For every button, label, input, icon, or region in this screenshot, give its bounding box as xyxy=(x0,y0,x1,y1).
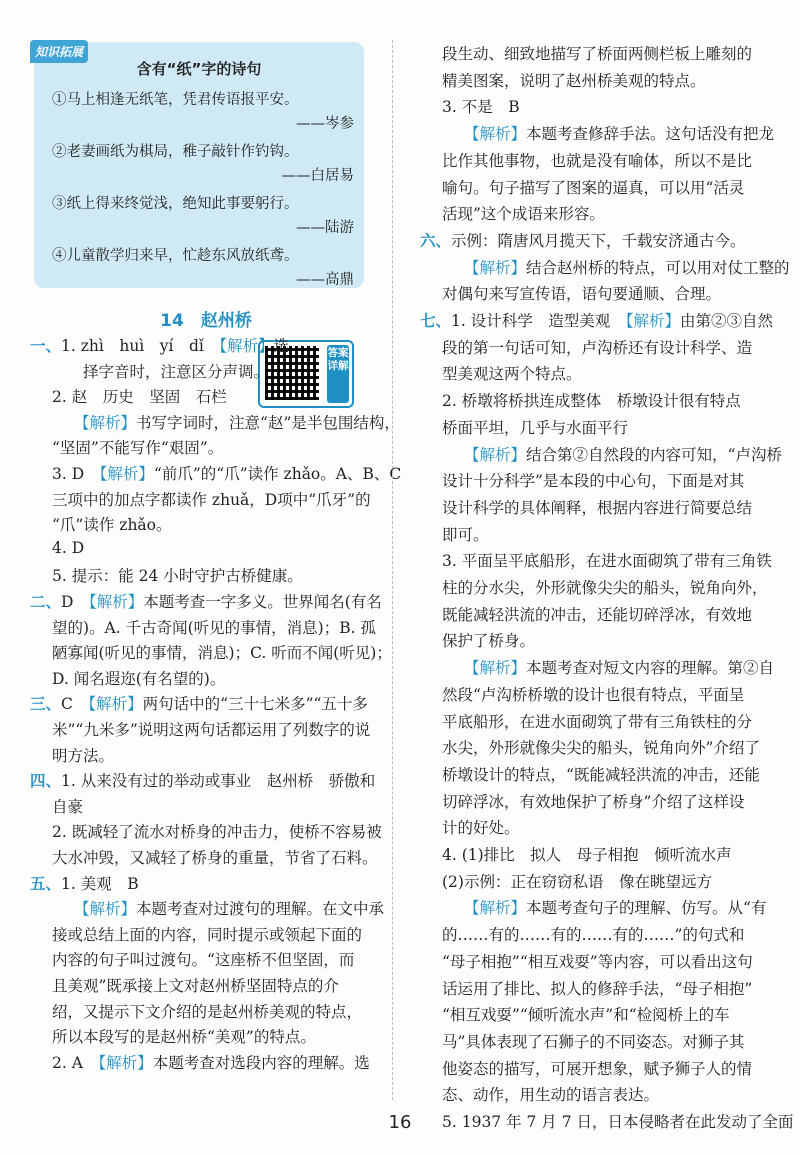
text-line xyxy=(30,564,303,586)
text-line xyxy=(420,923,744,945)
text-line xyxy=(420,1030,744,1052)
text-line xyxy=(420,843,732,865)
line-text: 保护了桥身。 xyxy=(442,632,536,651)
line-text: 比作其他事物，也就是没有喻体，所以不是比 xyxy=(442,151,753,170)
text-line xyxy=(30,334,289,356)
text-line xyxy=(30,795,83,817)
page-number: 16 xyxy=(388,1112,412,1133)
analysis-tag: 【解析】 xyxy=(464,659,527,678)
analysis-tag: 【解析】 xyxy=(88,695,143,714)
text-line xyxy=(30,539,84,557)
line-text: 2. 桥墩将桥拱连成整体 桥墩设计很有特点 xyxy=(442,392,741,411)
line-text: 的……有的……有的……有的……”的句式和 xyxy=(442,926,745,945)
text-line xyxy=(30,462,401,484)
analysis-tag: 【解析】 xyxy=(464,258,527,277)
line-text: “相互戏耍”“倾听流水声”和“检阅桥上的车 xyxy=(442,1006,730,1025)
line-text: 即可。 xyxy=(442,525,489,544)
text-line xyxy=(420,1057,752,1079)
line-text-tail: 本题考查对短文内容的理解。第②自 xyxy=(526,659,775,678)
line-text-tail: “前爪”的“爪”读作 zhǎo。A、B、C xyxy=(153,465,402,483)
text-line xyxy=(30,641,392,663)
line-text xyxy=(420,659,442,677)
section-number: 一、 xyxy=(30,337,62,355)
text-line xyxy=(30,488,371,510)
line-text: 择字音时，注意区分声调。 xyxy=(52,362,270,381)
line-text: 计的好处。 xyxy=(442,819,520,838)
line-text xyxy=(420,899,442,917)
qr-label: 答案详解 xyxy=(327,345,349,403)
text-line xyxy=(30,974,339,996)
text-line xyxy=(420,256,790,278)
line-text: 1. 美观 B xyxy=(61,874,139,893)
line-text: 话运用了排比、拟人的修辞手法，“母子相抱” xyxy=(442,979,753,998)
section-number: 二、 xyxy=(30,593,62,611)
analysis-tag: 【解析】 xyxy=(99,465,154,483)
text-line xyxy=(420,282,721,304)
line-text: 陋寡闻(听见的事情，消息)；C. 听而不闻(听见)； xyxy=(52,644,392,663)
line-text: 4. D xyxy=(52,538,85,557)
line-text: 活现”这个成语来形容。 xyxy=(442,205,605,224)
analysis-tag: 【解析】 xyxy=(625,312,680,330)
line-text: 段生动、细致地描写了桥面两侧栏板上雕刻的 xyxy=(442,45,753,63)
line-text: 绍，又提示下文介绍的是赵州桥美观的特点， xyxy=(52,1002,363,1021)
poem-line: ④儿童散学归来早，忙趁东风放纸鸢。 xyxy=(52,248,299,264)
line-text: 5. 1937 年 7 月 7 日，日本侵略者在此发动了全面 xyxy=(442,1113,794,1131)
knowledge-tag: 知识拓展 xyxy=(30,40,88,63)
text-line xyxy=(420,149,752,171)
line-text: 2. 赵 历史 坚固 石栏 xyxy=(52,388,227,407)
text-line xyxy=(30,820,382,842)
line-text: 米”“九米多”说明这两句话都运用了列数字的说 xyxy=(52,721,371,739)
text-line xyxy=(30,513,172,535)
text-line xyxy=(420,710,752,732)
lesson-title: 14 赵州桥 xyxy=(160,311,252,331)
line-text: 态、动作，用生动的语言表达。 xyxy=(442,1086,660,1105)
line-text: “爪”读作 zhǎo。 xyxy=(52,516,172,535)
line-text: 桥面平坦，几乎与水面平行 xyxy=(442,418,629,437)
text-line xyxy=(420,122,774,144)
line-text: 示例：隋唐风月揽天下，千载安济通古今。 xyxy=(451,231,746,250)
line-text: 桥墩设计的特点，“既能减轻洪流的冲击，还能 xyxy=(442,765,760,784)
text-line xyxy=(420,469,744,491)
text-line xyxy=(30,948,354,970)
poem-author: ——岑参 xyxy=(296,116,354,132)
text-line xyxy=(420,69,706,91)
box-title: 含有“纸”字的诗句 xyxy=(136,60,262,78)
text-line xyxy=(420,1003,730,1025)
text-line xyxy=(30,897,384,919)
text-line xyxy=(420,443,782,465)
line-text-tail: 由第②③自然 xyxy=(680,312,774,330)
text-line xyxy=(420,362,582,384)
text-line xyxy=(30,769,375,791)
text-line xyxy=(420,603,752,625)
line-text: 3. 平面呈平底船形，在进水面砌筑了带有三角铁 xyxy=(442,552,772,571)
text-line xyxy=(420,389,741,411)
line-text: 所以本段写的是赵州桥“美观”的特点。 xyxy=(52,1028,316,1047)
text-line xyxy=(30,1051,370,1073)
line-text: 既能减轻洪流的冲击，还能切碎浮冰，有效地 xyxy=(442,605,753,624)
analysis-tag: 【解析】 xyxy=(219,337,274,355)
line-text: 水尖，外形就像尖尖的船头，锐角向外”介绍了 xyxy=(442,739,760,758)
text-line xyxy=(420,229,746,251)
text-line xyxy=(30,692,368,714)
line-text: 1. zhì huì yí dǐ xyxy=(61,337,220,355)
text-line xyxy=(420,629,535,651)
text-line xyxy=(30,744,114,766)
analysis-tag: 【解析】 xyxy=(98,1053,153,1072)
text-line xyxy=(420,416,628,438)
text-line xyxy=(420,816,520,838)
text-line xyxy=(30,411,400,433)
analysis-tag: 【解析】 xyxy=(88,593,144,611)
section-number: 六、 xyxy=(420,231,452,250)
line-text: 对偶句来写宣传语，语句要通顺、合理。 xyxy=(442,285,722,304)
line-text: 3. 不是 B xyxy=(442,98,520,117)
text-line xyxy=(420,656,774,678)
line-text-tail: 两句话中的“三十七米多”“五十多 xyxy=(142,695,368,714)
line-text xyxy=(30,414,52,432)
text-line xyxy=(30,436,223,458)
knowledge-extension-box xyxy=(34,42,364,288)
line-text: 他姿态的描写，可展开想象，赋予狮子人的情 xyxy=(442,1059,753,1078)
text-line xyxy=(420,95,520,117)
line-text: 设计科学的具体阐释，根据内容进行简要总结 xyxy=(442,498,753,517)
text-line xyxy=(420,896,766,918)
text-line xyxy=(30,667,225,689)
poem-author: ——白居易 xyxy=(281,168,354,184)
section-number: 五、 xyxy=(30,874,62,893)
text-line xyxy=(30,846,378,868)
line-text: 设计十分科学”是本段的中心句，下面是对其 xyxy=(442,472,745,491)
text-line xyxy=(420,42,752,64)
analysis-tag: 【解析】 xyxy=(464,125,527,144)
analysis-tag: 【解析】 xyxy=(464,899,527,918)
line-text: D. 闻名遐迩(有名望的)。 xyxy=(52,669,226,688)
line-text xyxy=(30,900,52,918)
text-line xyxy=(30,718,370,740)
text-line xyxy=(420,523,489,545)
text-line xyxy=(420,870,712,892)
line-text-tail: 本题考查一字多义。世界闻名(有名 xyxy=(143,593,382,611)
poem-author: ——陆游 xyxy=(296,220,354,236)
line-text: 马”具体表现了石狮子的不同姿态。对狮子其 xyxy=(442,1032,745,1051)
line-text: 接或总结上面的内容，同时提示或领起下面的 xyxy=(52,925,363,944)
line-text: 喻句。句子描写了图案的逼真，可以用“活灵 xyxy=(442,178,745,197)
text-line xyxy=(420,576,768,598)
line-text: “坚固”不能写作“艰固”。 xyxy=(52,439,224,458)
text-line xyxy=(420,736,760,758)
text-line xyxy=(420,336,752,358)
line-text: “母子相抱”“相互戏耍”等内容，可以看出这句 xyxy=(442,952,753,971)
poem-line: ②老妻画纸为棋局，稚子敲针作钓钩。 xyxy=(52,144,299,160)
line-text-tail: 本题考查对选段内容的理解。选 xyxy=(152,1053,370,1072)
line-text: 1. 设计科学 造型美观 xyxy=(451,312,626,330)
line-text: 2. A xyxy=(52,1053,99,1072)
section-number: 七、 xyxy=(420,312,452,330)
line-text: 自豪 xyxy=(52,797,84,816)
text-line xyxy=(30,616,376,638)
line-text: 4. (1)排比 拟人 母子相抱 倾听流水声 xyxy=(442,846,732,864)
text-line xyxy=(30,923,362,945)
line-text-tail: 本题考查句子的理解、仿写。从“有 xyxy=(526,899,767,918)
line-text-tail: 本题考查修辞手法。这句话没有把龙 xyxy=(526,125,775,144)
section-number: 三、 xyxy=(30,695,62,714)
section-number: 四、 xyxy=(30,772,62,791)
text-line xyxy=(30,590,382,612)
line-text: 平底船形，在进水面砌筑了带有三角铁柱的分 xyxy=(442,712,753,731)
line-text xyxy=(420,125,442,143)
line-text: 柱的分水尖，外形就像尖尖的船头，锐角向外， xyxy=(442,579,768,597)
text-line xyxy=(420,202,605,224)
line-text: 型美观这两个特点。 xyxy=(442,365,582,384)
line-text: 2. 既减轻了流水对桥身的冲击力，使桥不容易被 xyxy=(52,823,382,842)
analysis-tag: 【解析】 xyxy=(74,413,137,432)
line-text: 然段“卢沟桥桥墩的设计也很有特点，平面呈 xyxy=(442,685,745,704)
line-text-tail: 结合赵州桥的特点，可以用对仗工整的 xyxy=(526,258,790,277)
line-text: 望的)。A. 千古奇闻(听见的事情，消息)；B. 孤 xyxy=(52,618,376,637)
line-text: 段的第一句话可知，卢沟桥还有设计科学、造 xyxy=(442,338,753,357)
line-text: 且美观”既承接上文对赵州桥坚固特点的介 xyxy=(52,977,339,995)
line-text-tail: 选 xyxy=(273,337,290,355)
text-line xyxy=(420,549,772,571)
line-text-tail: 结合第②自然段的内容可知，“卢沟桥 xyxy=(526,445,782,464)
line-text: 3. D xyxy=(52,465,100,483)
text-line xyxy=(30,1025,316,1047)
text-line xyxy=(420,683,744,705)
line-text: 1. 从来没有过的举动或事业 赵州桥 骄傲和 xyxy=(61,772,376,791)
line-text: 5. 提示：能 24 小时守护古桥健康。 xyxy=(52,567,303,586)
text-line xyxy=(420,176,744,198)
analysis-tag: 【解析】 xyxy=(464,445,527,464)
poem-author: ——高鼎 xyxy=(296,272,354,288)
text-line xyxy=(30,872,139,894)
line-text: D xyxy=(61,593,89,611)
text-line xyxy=(420,790,744,812)
text-line xyxy=(420,309,773,331)
analysis-tag: 【解析】 xyxy=(74,900,137,919)
line-text: 三项中的加点字都读作 zhuǎ，D项中“爪牙”的 xyxy=(52,490,371,509)
text-line xyxy=(420,496,752,518)
line-text xyxy=(420,446,442,464)
poem-line: ①马上相逢无纸笔，凭君传语报平安。 xyxy=(52,92,299,108)
text-line xyxy=(30,1000,362,1022)
poem-line: ③纸上得来终觉浅，绝知此事要躬行。 xyxy=(52,196,299,212)
line-text: 精美图案，说明了赵州桥美观的特点。 xyxy=(442,71,706,90)
text-line xyxy=(30,385,227,407)
line-text: 内容的句子叫过渡句。“这座桥不但坚固，而 xyxy=(52,951,355,970)
column-divider xyxy=(392,40,393,1100)
line-text-tail: 本题考查对过渡句的理解。在文中承 xyxy=(136,900,385,919)
line-text: 明方法。 xyxy=(52,746,115,765)
line-text: (2)示例：正在窃窃私语 像在眺望远方 xyxy=(442,872,712,891)
line-text-tail: 书写字词时，注意“赵”是半包围结构， xyxy=(136,413,400,432)
line-text: C xyxy=(61,695,89,714)
text-line xyxy=(420,977,752,999)
line-text xyxy=(420,259,442,277)
text-line xyxy=(420,950,753,972)
line-text: 切碎浮冰，有效地保护了桥身”介绍了这样设 xyxy=(442,792,745,811)
text-line xyxy=(30,360,269,382)
text-line xyxy=(420,1083,659,1105)
text-line xyxy=(420,763,760,785)
line-text: 大水冲毁，又减轻了桥身的重量，节省了石料。 xyxy=(52,849,378,867)
